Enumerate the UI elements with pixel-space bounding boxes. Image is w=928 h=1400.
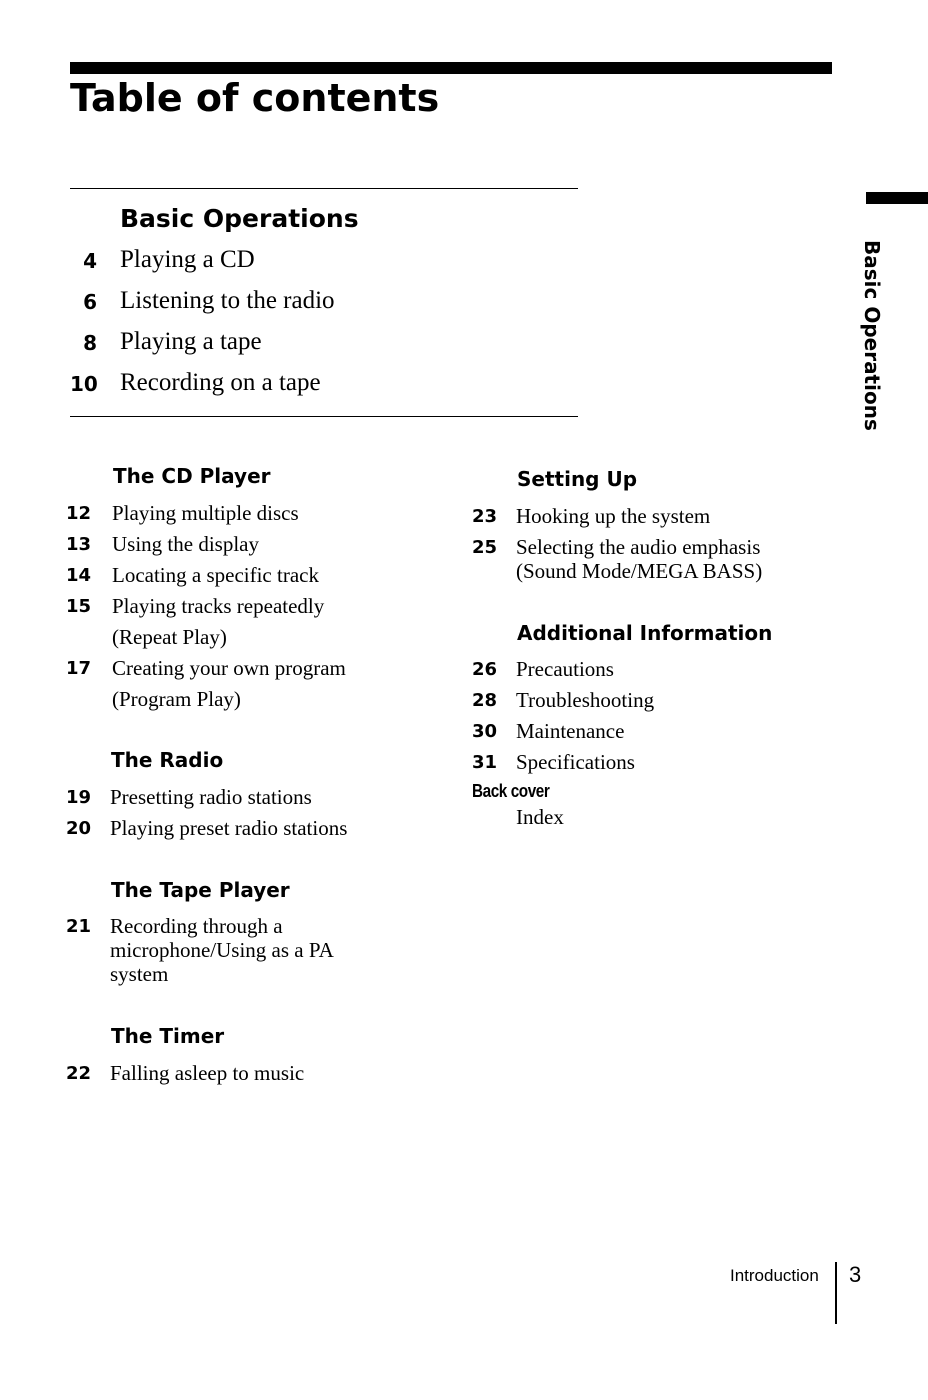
tape-player-heading: The Tape Player [111,878,290,902]
additional-information-heading: Additional Information [517,621,773,645]
toc-page-number: 25 [472,537,498,558]
toc-page-number: 14 [66,565,92,586]
toc-page-number: 8 [83,331,97,355]
toc-entry-subtext: (Repeat Play) [112,625,227,649]
title-bar-rule [70,62,832,74]
page-title: Table of contents [70,76,440,120]
toc-entry-subtext: (Program Play) [112,687,241,711]
toc-entry[interactable] [66,1061,406,1087]
toc-entry-text: Playing multiple discs [112,501,299,525]
toc-entry-text: Using the display [112,532,259,556]
timer-heading: The Timer [111,1024,225,1048]
toc-page-number: 15 [66,596,92,617]
toc-entry[interactable] [70,328,570,358]
toc-page-number: 31 [472,752,498,773]
toc-entry-subtext: (Sound Mode/MEGA BASS) [516,559,763,583]
side-tab-marker [866,192,928,204]
toc-page-number: 17 [66,658,92,679]
toc-page-number: 6 [83,290,97,314]
toc-entry[interactable] [472,504,812,530]
toc-entry[interactable] [66,785,406,811]
toc-page-number: 10 [70,372,98,396]
toc-page-number: 30 [472,721,498,742]
toc-entry-text: Selecting the audio emphasis [516,535,761,559]
back-cover-label: Back cover [472,781,550,801]
toc-entry-text: Locating a specific track [112,563,319,587]
footer-divider [835,1262,837,1324]
basic-operations-heading: Basic Operations [120,204,359,233]
toc-entry-text: Playing tracks repeatedly [112,594,325,618]
toc-entry[interactable] [472,657,812,683]
toc-page-number: 21 [66,916,92,937]
toc-entry-text: Precautions [516,657,614,681]
footer-section-label: Introduction [730,1266,819,1285]
toc-page-number: 13 [66,534,92,555]
toc-entry[interactable] [66,656,406,712]
toc-entry-text: Presetting radio stations [110,785,312,809]
toc-entry-text: Recording on a tape [120,369,321,396]
toc-entry-text: Recording through a [110,914,283,938]
toc-entry-text: Playing a CD [120,246,255,273]
toc-page-number: 23 [472,506,498,527]
toc-entry-text: Playing preset radio stations [110,816,348,840]
toc-entry-text: Playing a tape [120,328,262,355]
toc-entry[interactable] [66,532,406,558]
cd-player-heading: The CD Player [113,464,271,488]
toc-entry-text: Creating your own program [112,656,346,680]
toc-entry[interactable] [66,563,406,589]
toc-entry-text: Troubleshooting [516,688,655,712]
toc-entry-text: Maintenance [516,719,625,743]
toc-page-number: 22 [66,1063,92,1084]
toc-entry-subtext: system [110,962,169,986]
toc-entry[interactable] [472,535,812,591]
toc-page-number: 28 [472,690,498,711]
section-rule-top [70,188,578,189]
toc-entry[interactable] [472,688,812,714]
toc-page-number: 12 [66,503,92,524]
radio-heading: The Radio [111,748,224,772]
toc-entry[interactable] [472,719,812,745]
toc-page-number: 19 [66,787,92,808]
footer-page-number: 3 [849,1262,862,1287]
section-rule-bottom [70,416,578,417]
toc-entry-text: Listening to the radio [120,287,335,314]
toc-entry[interactable] [472,750,812,776]
toc-entry[interactable] [70,369,570,399]
toc-page-number: 4 [83,249,97,273]
toc-entry[interactable] [66,501,406,527]
toc-page-number: 26 [472,659,498,680]
toc-entry-back-cover[interactable] [472,781,812,831]
toc-entry[interactable] [70,287,570,317]
side-tab-label: Basic Operations [860,240,884,431]
toc-entry-subtext: microphone/Using as a PA [110,938,334,962]
toc-entry[interactable] [66,816,406,842]
toc-entry-text: Specifications [516,750,635,774]
setting-up-heading: Setting Up [517,467,638,491]
toc-entry-text: Index [516,805,564,829]
toc-entry-text: Falling asleep to music [110,1061,305,1085]
toc-entry[interactable] [66,914,406,988]
toc-entry[interactable] [66,594,406,650]
toc-entry-text: Hooking up the system [516,504,711,528]
toc-entry[interactable] [70,246,570,276]
toc-page-number: 20 [66,818,92,839]
